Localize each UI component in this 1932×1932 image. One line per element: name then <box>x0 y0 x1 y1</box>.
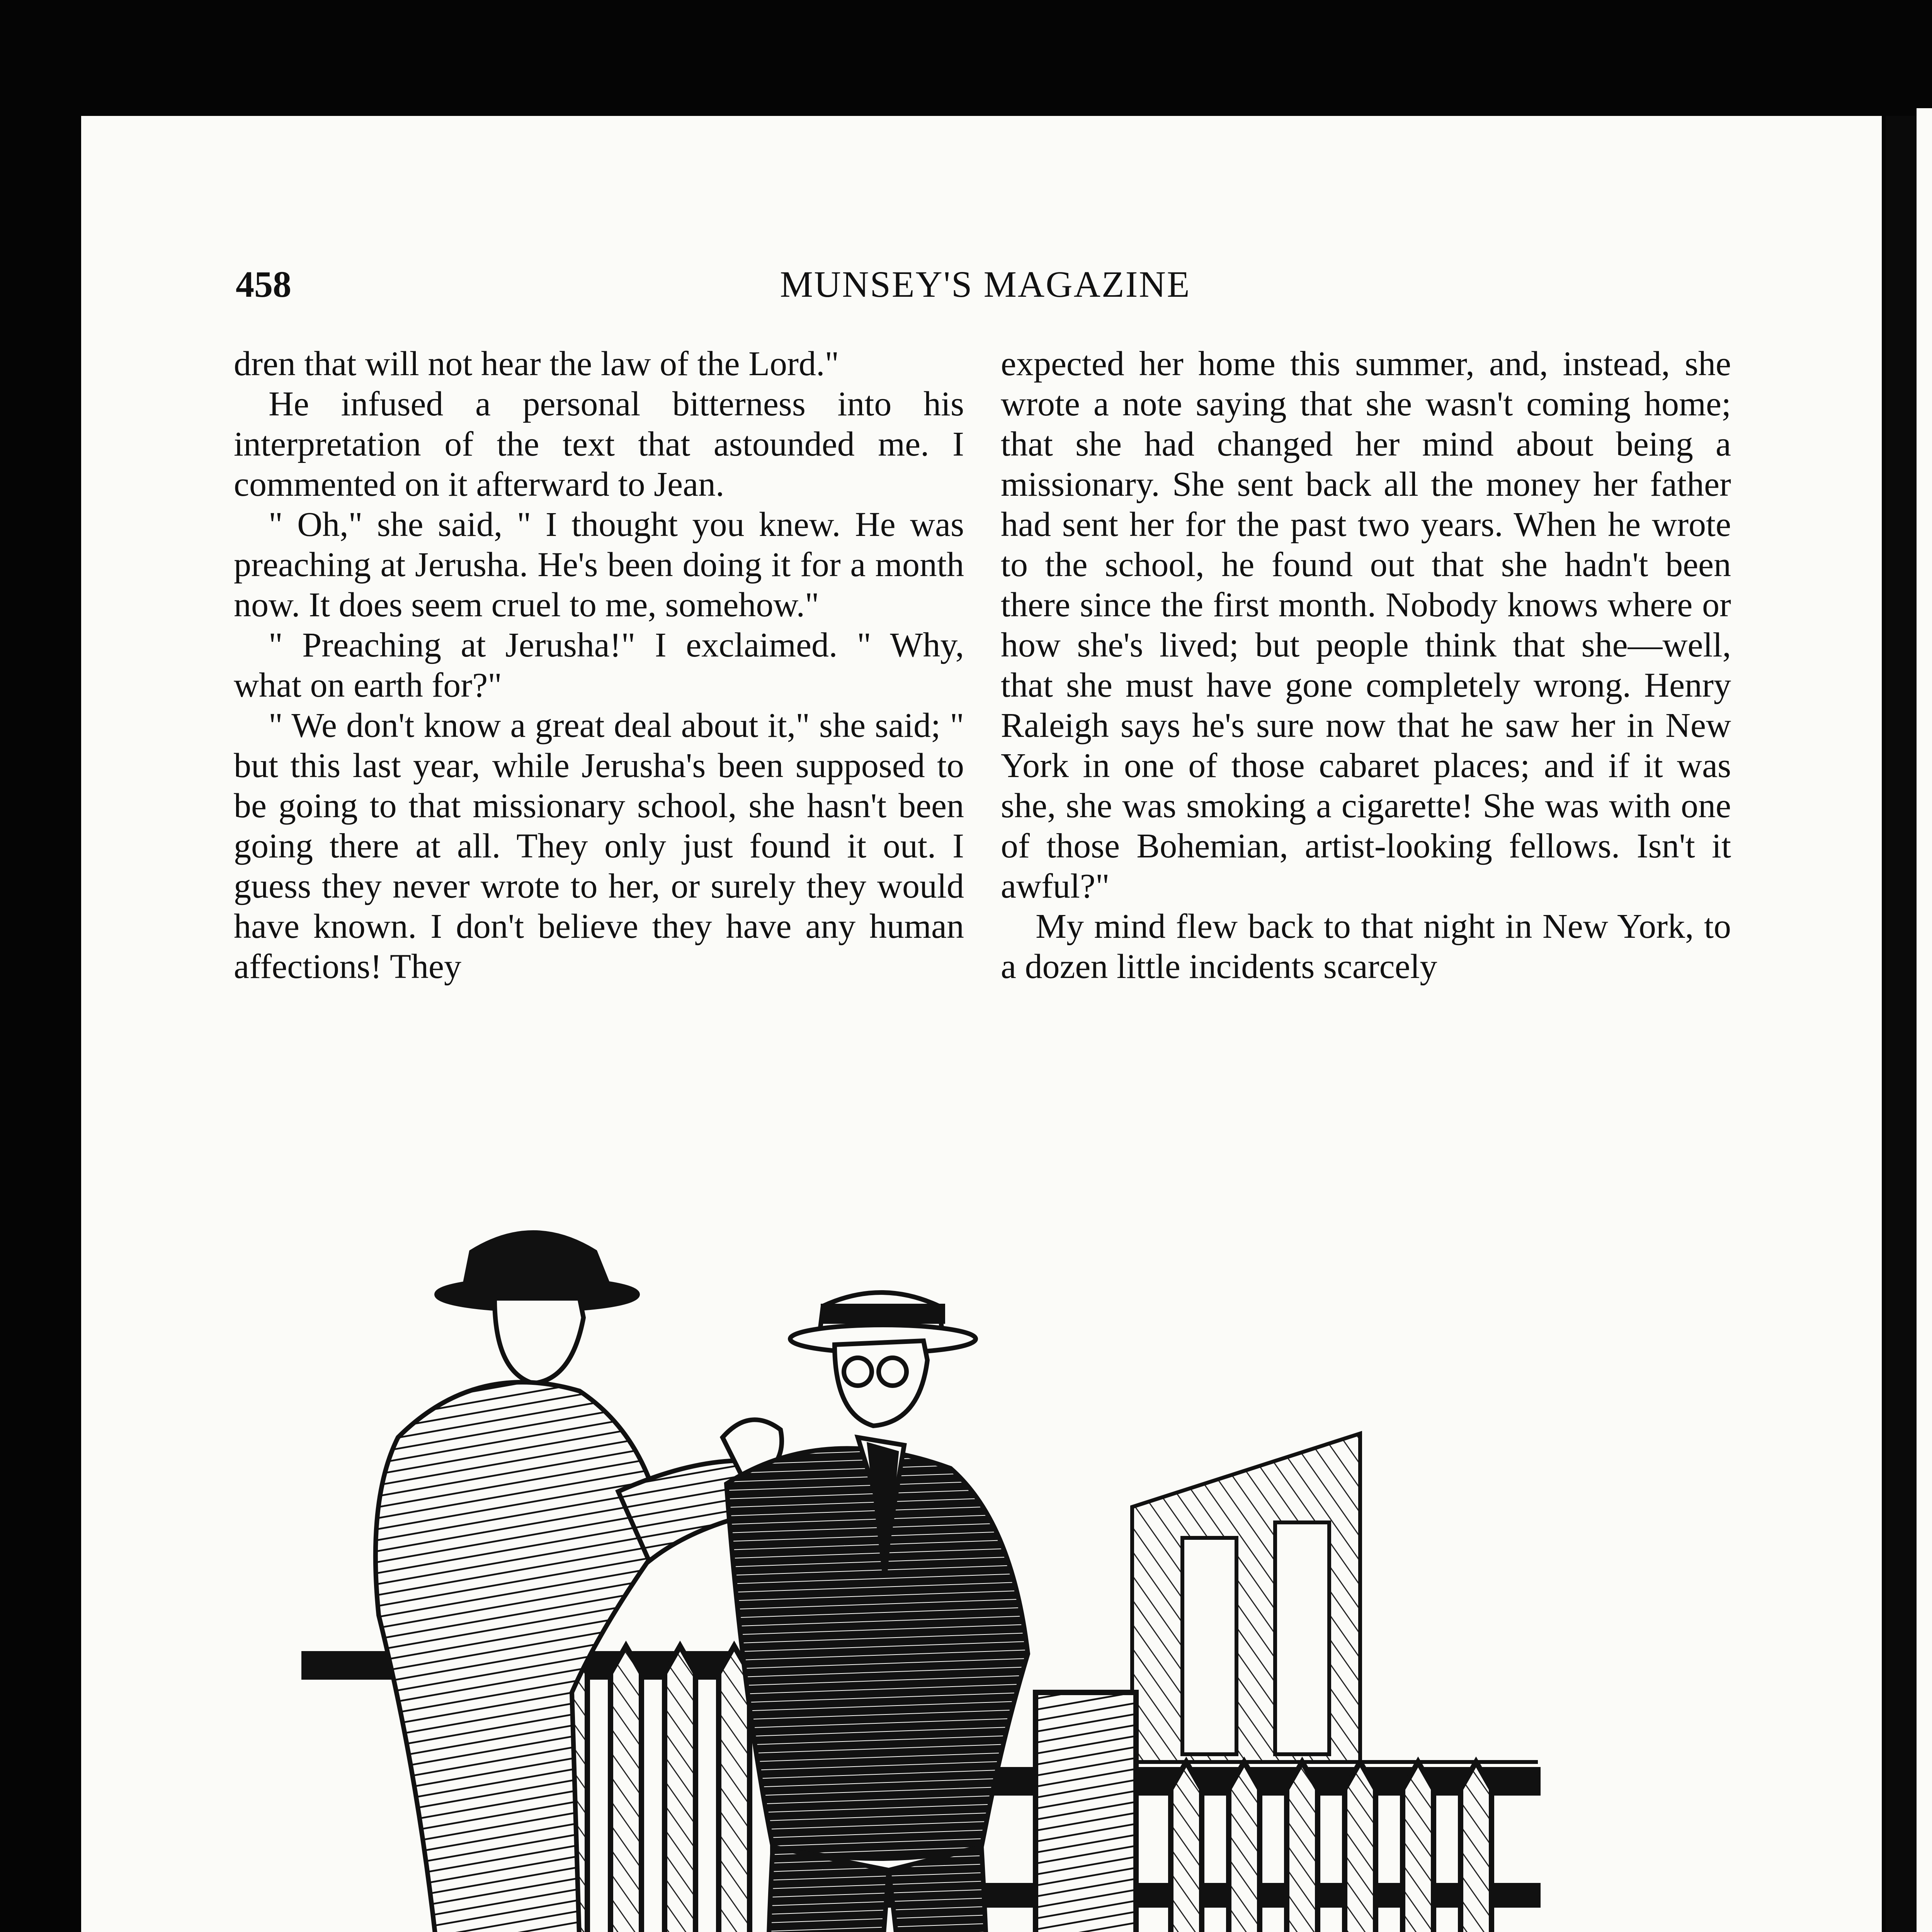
page-header <box>236 263 1735 305</box>
page-number: 458 <box>236 264 291 305</box>
paragraph: " Preaching at Jerusha!" I exclaimed. " Why, what on earth for?" <box>234 626 964 704</box>
background-building <box>1132 1434 1538 1762</box>
paragraph: dren that will not hear the law of the Lord." <box>234 345 839 383</box>
paragraph: He infused a personal bitterness into his interpretation of the text that astounded me. I commented on it afterward to Jean. <box>234 385 964 503</box>
book-gutter <box>1886 116 1917 1932</box>
paragraph: " We don't know a great deal about it," she said; " but this last year, while Jerusha's been supposed to be going to that missionary school, she hasn't been going there at all. They only just found it out. I guess they never wrote to her, or surely they would have known. I don't believe they have any human affections! They <box>234 706 964 986</box>
paragraph: expected her home this summer, and, instead, she wrote a note saying that she wasn't coming home; that she had changed her mind about being a missionary. She sent back all the money her father had sent her for the past two years. When he wrote to the school, he found out that she hadn't been there since the first month. Nobody knows where or how she's lived; but people think that she—well, that she must have gone completely wrong. Henry Raleigh says he's sure now that he saw her in New York in one of those cabaret places; and if it was she, she was smoking a cigarette! She was with one of those Bohemian, artist-looking fellows. Isn't it awful?" <box>1001 345 1731 905</box>
pen-and-ink-drawing <box>301 1190 1665 1932</box>
right-text-column <box>1001 344 1731 987</box>
left-text-column <box>234 344 964 987</box>
paragraph: My mind flew back to that night in New York, to a dozen little incidents scarcely <box>1001 907 1731 986</box>
paragraph: " Oh," she said, " I thought you knew. He was preaching at Jerusha. He's been doing it for a month now. It does seem cruel to me, somehow." <box>234 505 964 624</box>
illustration-two-men-at-fence <box>301 1190 1665 1932</box>
running-head: MUNSEY'S MAGAZINE <box>780 264 1191 305</box>
adjacent-page-edge <box>1917 108 1932 1932</box>
left-man-figure <box>332 1233 782 1932</box>
right-man-figure <box>726 1293 1028 1932</box>
